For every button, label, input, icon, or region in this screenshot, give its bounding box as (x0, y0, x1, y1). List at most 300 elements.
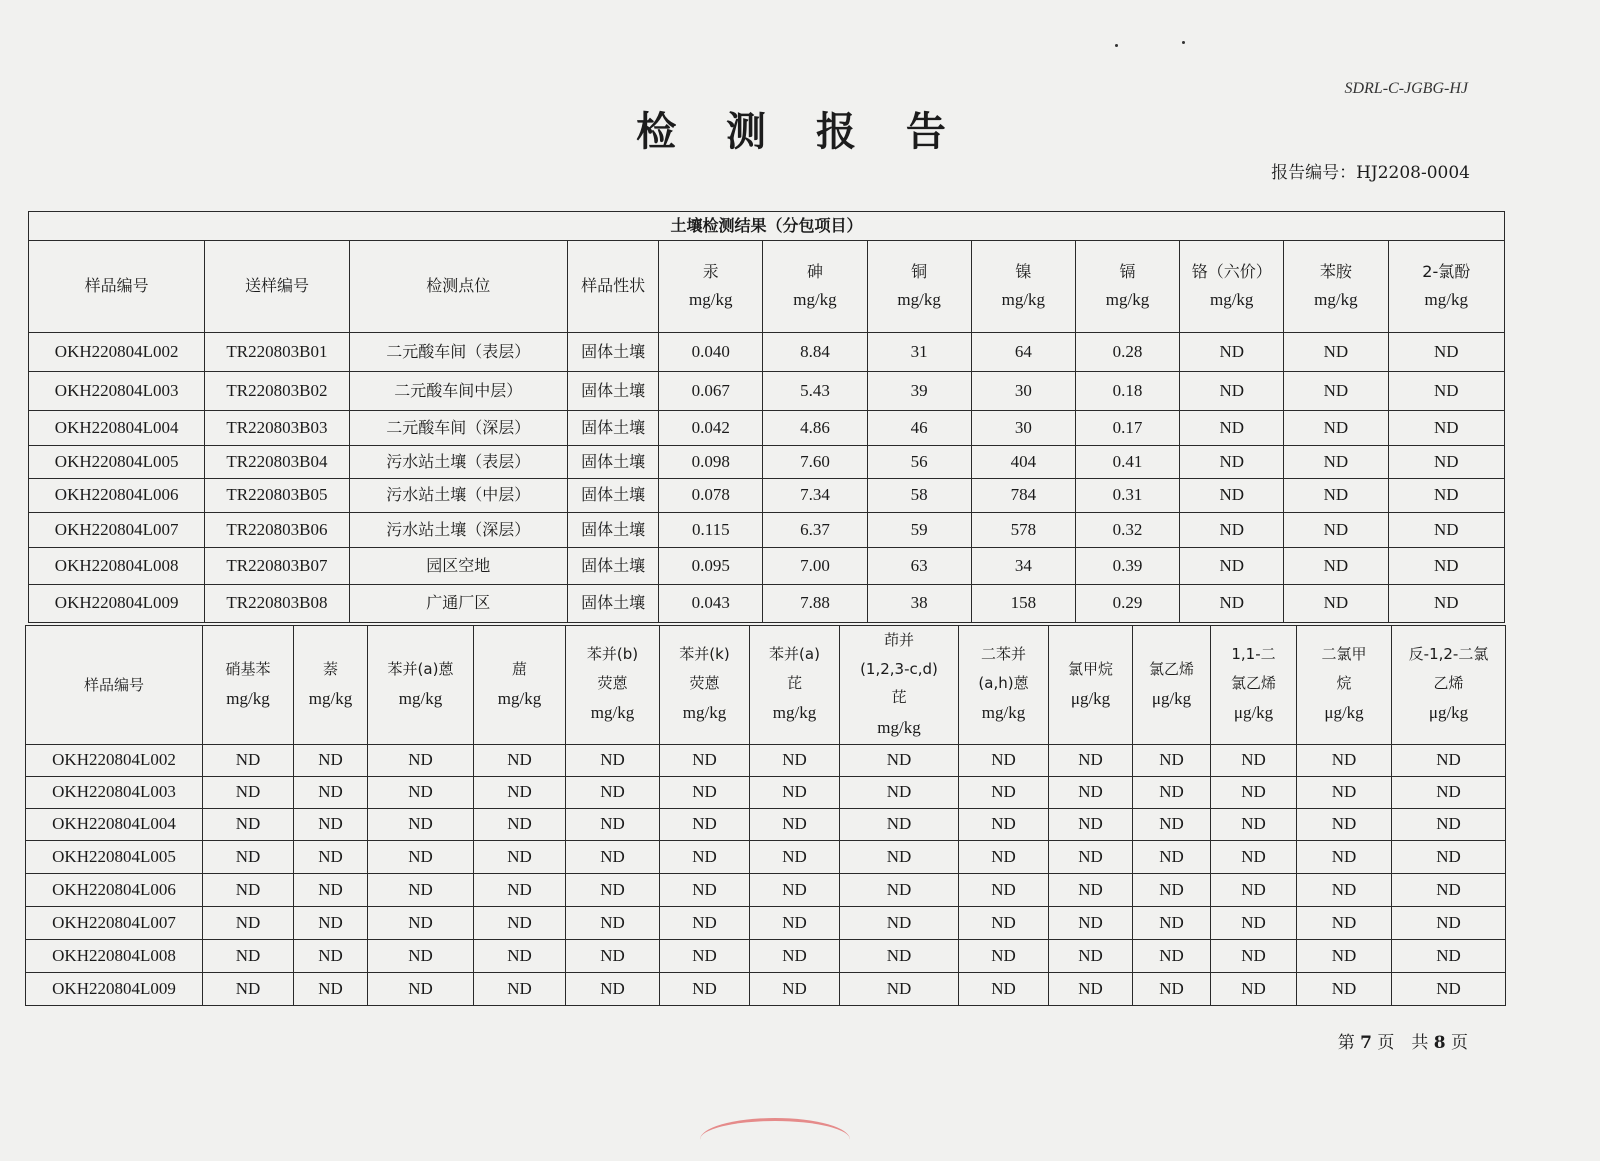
table-cell: ND (203, 939, 294, 972)
column-header-name: 氯甲烷 (1067, 659, 1113, 678)
table-cell: ND (1211, 776, 1297, 808)
table-cell: ND (750, 776, 840, 808)
table-cell: ND (294, 906, 368, 939)
table-cell: 39 (867, 372, 971, 411)
table-cell: ND (1133, 939, 1211, 972)
table-cell: ND (1211, 808, 1297, 840)
table-cell: ND (203, 906, 294, 939)
column-header-unit: μg/kg (1428, 703, 1469, 723)
table-row (26, 972, 1506, 1005)
table-cell: ND (203, 776, 294, 808)
table-cell: ND (750, 808, 840, 840)
table-cell: ND (1211, 873, 1297, 906)
table-cell: ND (1211, 939, 1297, 972)
table-cell: 二元酸车间（深层） (349, 411, 567, 446)
table-cell: TR220803B02 (205, 372, 349, 411)
column-header-name: 镍 (1015, 262, 1032, 282)
table-cell: ND (1284, 585, 1388, 623)
table-cell: ND (474, 776, 566, 808)
table-cell: ND (1133, 873, 1211, 906)
table-cell: ND (368, 906, 474, 939)
column-header-name: 2-氯酚 (1422, 262, 1471, 282)
column-header-unit: μg/kg (1151, 689, 1192, 708)
table-cell: ND (294, 939, 368, 972)
column-header-name: 茚并 (883, 631, 914, 649)
table-cell: TR220803B04 (205, 446, 349, 479)
seal-stamp (700, 1118, 850, 1161)
table-row (29, 333, 1505, 372)
table-cell: ND (294, 840, 368, 873)
column-header (971, 241, 1075, 333)
table-cell: 0.29 (1075, 585, 1179, 623)
table-cell: ND (1284, 548, 1388, 585)
column-header (1049, 626, 1133, 745)
table-cell: ND (660, 972, 750, 1005)
table-cell: TR220803B05 (205, 479, 349, 513)
column-header (1297, 626, 1392, 745)
table-cell: 污水站土壤（深层） (349, 513, 567, 548)
table-cell: OKH220804L002 (26, 744, 203, 776)
table-cell: ND (1180, 411, 1284, 446)
column-header (474, 626, 566, 745)
table-cell: ND (1388, 479, 1505, 513)
table-cell: 固体土壤 (568, 411, 659, 446)
column-header-name: 镉 (1119, 262, 1136, 282)
column-header-name: 荧蒽 (689, 673, 720, 692)
column-header-name: (1,2,3-c,d) (860, 659, 938, 678)
table-cell: ND (1388, 548, 1505, 585)
scan-speck (1182, 41, 1185, 44)
table-cell: ND (474, 939, 566, 972)
table-cell: ND (203, 808, 294, 840)
soil-results-table-continued (25, 625, 1506, 1006)
table-cell: ND (566, 873, 660, 906)
table-cell: ND (1392, 972, 1506, 1005)
column-header-name: 砷 (806, 262, 823, 282)
table-cell: ND (1297, 744, 1392, 776)
column-header-unit: mg/kg (981, 703, 1026, 723)
column-header (29, 241, 205, 333)
table-row (26, 939, 1506, 972)
table-cell: ND (1297, 808, 1392, 840)
table-cell: 31 (867, 333, 971, 372)
column-header (1133, 626, 1211, 745)
column-header (840, 626, 959, 745)
table-row (29, 548, 1505, 585)
table-cell: ND (1049, 873, 1133, 906)
column-header-unit: mg/kg (682, 703, 727, 723)
column-header-name: (a,h)蒽 (978, 673, 1029, 692)
table-row (29, 411, 1505, 446)
column-header-name: 苯并(a)蒽 (387, 659, 454, 678)
table-cell: 0.098 (659, 446, 763, 479)
table-cell: ND (959, 776, 1049, 808)
table-cell: ND (1180, 585, 1284, 623)
table-cell: ND (1388, 585, 1505, 623)
column-header (660, 626, 750, 745)
table-cell: ND (1392, 873, 1506, 906)
column-header-name: 萘 (322, 659, 338, 678)
table-row (29, 585, 1505, 623)
table-cell: ND (959, 906, 1049, 939)
column-header-name: 苯并(b) (586, 645, 639, 664)
table-cell: ND (474, 906, 566, 939)
column-header-unit: mg/kg (1424, 289, 1468, 309)
table-cell: OKH220804L005 (26, 840, 203, 873)
table-cell: OKH220804L004 (29, 411, 205, 446)
table-cell: ND (1388, 411, 1505, 446)
column-header (1075, 241, 1179, 333)
table-cell: ND (959, 873, 1049, 906)
table-cell: ND (840, 906, 959, 939)
column-header-name: 样品编号 (83, 675, 144, 694)
table-cell: ND (959, 808, 1049, 840)
table-cell: 578 (971, 513, 1075, 548)
table-cell: ND (1049, 939, 1133, 972)
table-cell: 固体土壤 (568, 585, 659, 623)
table-cell: ND (959, 972, 1049, 1005)
table-cell: 固体土壤 (568, 333, 659, 372)
table-row (29, 479, 1505, 513)
table-cell: ND (1388, 446, 1505, 479)
table-cell: 30 (971, 411, 1075, 446)
table-cell: ND (1180, 372, 1284, 411)
table-cell: 0.115 (659, 513, 763, 548)
column-header-name: 送样编号 (244, 276, 309, 296)
table-row (29, 446, 1505, 479)
table-cell: ND (1297, 873, 1392, 906)
table-cell: 7.60 (763, 446, 867, 479)
table-cell: 6.37 (763, 513, 867, 548)
table-cell: OKH220804L008 (26, 939, 203, 972)
column-header-name: 芘 (891, 688, 907, 706)
table-cell: 0.41 (1075, 446, 1179, 479)
table-cell: ND (750, 744, 840, 776)
table-cell: 8.84 (763, 333, 867, 372)
table-cell: ND (1211, 840, 1297, 873)
table-cell: ND (1297, 939, 1392, 972)
table-cell: ND (840, 808, 959, 840)
page-prefix: 第 (1337, 1033, 1355, 1053)
table-cell: 56 (867, 446, 971, 479)
page-suffix: 页 (1451, 1033, 1468, 1053)
column-header-unit: mg/kg (497, 689, 542, 708)
table-cell: ND (1388, 372, 1505, 411)
table-cell: 园区空地 (349, 548, 567, 585)
table-cell: 38 (867, 585, 971, 623)
table-cell: ND (1392, 744, 1506, 776)
column-header (349, 241, 567, 333)
table-cell: ND (474, 840, 566, 873)
page-title: 检 测 报 告 (636, 109, 964, 155)
column-header-name: 样品性状 (581, 276, 646, 296)
table-cell: ND (1049, 972, 1133, 1005)
table-cell: ND (660, 808, 750, 840)
table-cell: ND (1133, 840, 1211, 873)
table-row (26, 906, 1506, 939)
column-header-unit: μg/kg (1233, 703, 1274, 723)
table-cell: 0.17 (1075, 411, 1179, 446)
table-cell: ND (368, 873, 474, 906)
table-cell: ND (368, 840, 474, 873)
column-header-name: 二苯并 (980, 645, 1026, 664)
table-cell: ND (368, 744, 474, 776)
table-cell: ND (1180, 513, 1284, 548)
table-cell: OKH220804L003 (26, 776, 203, 808)
table-cell: OKH220804L008 (29, 548, 205, 585)
table-cell: ND (474, 972, 566, 1005)
table-cell: 二元酸车间（表层） (349, 333, 567, 372)
table-cell: OKH220804L006 (26, 873, 203, 906)
table-cell: ND (368, 808, 474, 840)
document-code: SDRL-C-JGBG-HJ (1344, 80, 1468, 97)
table-cell: TR220803B08 (205, 585, 349, 623)
column-header (867, 241, 971, 333)
table-cell: ND (1284, 411, 1388, 446)
table-cell: ND (294, 808, 368, 840)
table-cell: ND (1180, 548, 1284, 585)
table-cell: 158 (971, 585, 1075, 623)
table-cell: ND (1049, 776, 1133, 808)
column-header-unit: mg/kg (1001, 289, 1046, 309)
table-cell: TR220803B06 (205, 513, 349, 548)
table-cell: 污水站土壤（表层） (349, 446, 567, 479)
column-header-name: 氯乙烯 (1148, 659, 1194, 678)
table-cell: ND (660, 939, 750, 972)
column-header-name: 铜 (911, 262, 928, 282)
table-caption: 土壤检测结果（分包项目） (29, 212, 1505, 241)
table-row (26, 744, 1506, 776)
table-cell: 30 (971, 372, 1075, 411)
column-header (294, 626, 368, 745)
column-header-name: 二氯甲 (1321, 645, 1367, 664)
column-header-unit: mg/kg (689, 289, 733, 309)
table-cell: OKH220804L002 (29, 333, 205, 372)
table-cell: ND (1392, 906, 1506, 939)
table-cell: 0.31 (1075, 479, 1179, 513)
column-header (750, 626, 840, 745)
table-cell: 固体土壤 (568, 446, 659, 479)
table-cell: ND (1284, 333, 1388, 372)
report-number: 报告编号：HJ2208-0004 (1271, 163, 1470, 183)
table-cell: ND (1211, 972, 1297, 1005)
table-cell: 63 (867, 548, 971, 585)
table-cell: ND (566, 840, 660, 873)
table-cell: ND (750, 840, 840, 873)
table-cell: OKH220804L003 (29, 372, 205, 411)
table-cell: ND (1180, 479, 1284, 513)
table-cell: 784 (971, 479, 1075, 513)
table-cell: ND (1297, 776, 1392, 808)
table-cell: 污水站土壤（中层） (349, 479, 567, 513)
page-current: 7 (1360, 1033, 1372, 1053)
table-cell: 二元酸车间中层） (349, 372, 567, 411)
table-cell: 59 (867, 513, 971, 548)
column-header (203, 626, 294, 745)
table-cell: ND (660, 840, 750, 873)
column-header-name: 荧蒽 (597, 673, 628, 692)
table-cell: ND (566, 776, 660, 808)
column-header (1388, 241, 1505, 333)
table-cell: ND (750, 972, 840, 1005)
table-cell: ND (660, 906, 750, 939)
table-cell: ND (566, 906, 660, 939)
table-cell: 0.067 (659, 372, 763, 411)
column-header-unit: mg/kg (308, 689, 353, 708)
table-cell: ND (750, 906, 840, 939)
column-header-name: 1,1-二 (1231, 645, 1276, 664)
column-header (568, 241, 659, 333)
column-header-unit: mg/kg (897, 289, 941, 309)
table-row (26, 776, 1506, 808)
table-cell: 固体土壤 (568, 479, 659, 513)
column-header (763, 241, 867, 333)
table-cell: ND (1133, 972, 1211, 1005)
table-cell: OKH220804L009 (29, 585, 205, 623)
table-cell: ND (474, 873, 566, 906)
table-cell: ND (959, 939, 1049, 972)
table-cell: ND (566, 939, 660, 972)
table-cell: ND (840, 939, 959, 972)
column-header (205, 241, 349, 333)
column-header-unit: mg/kg (590, 703, 635, 723)
table-cell: ND (1049, 840, 1133, 873)
column-header-unit: mg/kg (877, 717, 921, 737)
table-cell: ND (1284, 479, 1388, 513)
table-cell: ND (959, 840, 1049, 873)
table-cell: ND (203, 744, 294, 776)
table-cell: 0.39 (1075, 548, 1179, 585)
table-caption-row (29, 212, 1505, 241)
table-cell: ND (1388, 333, 1505, 372)
table-cell: ND (660, 744, 750, 776)
table-cell: ND (840, 776, 959, 808)
table-cell: 广通厂区 (349, 585, 567, 623)
column-header-unit: mg/kg (398, 689, 443, 708)
column-header-name: 苯并(k) (679, 645, 730, 664)
column-header-unit: μg/kg (1070, 689, 1111, 708)
table-cell: ND (840, 840, 959, 873)
table-cell: OKH220804L004 (26, 808, 203, 840)
table-cell: ND (566, 744, 660, 776)
table-cell: ND (1133, 776, 1211, 808)
table-row (29, 513, 1505, 548)
table-cell: ND (294, 972, 368, 1005)
table-cell: 0.095 (659, 548, 763, 585)
column-header (1180, 241, 1284, 333)
scan-speck (1115, 44, 1118, 47)
column-header-unit: mg/kg (226, 689, 270, 708)
table-cell: TR220803B01 (205, 333, 349, 372)
table-cell: ND (1133, 744, 1211, 776)
column-header (566, 626, 660, 745)
table-cell: TR220803B07 (205, 548, 349, 585)
page-total: 8 (1433, 1033, 1446, 1053)
table-cell: ND (1049, 808, 1133, 840)
soil-results-table (28, 211, 1505, 623)
table-cell: ND (1133, 906, 1211, 939)
column-header-name: 䓛 (511, 659, 527, 678)
table-cell: 0.043 (659, 585, 763, 623)
table-cell: 0.042 (659, 411, 763, 446)
page-number (1338, 1028, 1468, 1053)
table-cell: ND (1297, 840, 1392, 873)
table-cell: ND (1392, 776, 1506, 808)
table-cell: ND (294, 873, 368, 906)
table-cell: 4.86 (763, 411, 867, 446)
column-header-name: 样品编号 (84, 276, 149, 296)
column-header (1284, 241, 1388, 333)
table-cell: ND (1211, 744, 1297, 776)
column-header-name: 氯乙烯 (1230, 673, 1276, 692)
table-cell: ND (840, 744, 959, 776)
column-header (1211, 626, 1297, 745)
table-cell: 0.040 (659, 333, 763, 372)
table-cell: ND (474, 744, 566, 776)
table-cell: ND (660, 873, 750, 906)
table-cell: ND (368, 776, 474, 808)
table-cell: 404 (971, 446, 1075, 479)
column-header-name: 汞 (702, 262, 719, 282)
column-header-name: 检测点位 (426, 276, 491, 296)
table-cell: ND (1297, 906, 1392, 939)
table-cell: ND (1049, 744, 1133, 776)
table-cell: 0.078 (659, 479, 763, 513)
table-cell: 7.00 (763, 548, 867, 585)
column-header (959, 626, 1049, 745)
table-cell: 0.18 (1075, 372, 1179, 411)
column-header-name: 烷 (1336, 673, 1352, 692)
table-cell: ND (203, 840, 294, 873)
table-cell: 0.28 (1075, 333, 1179, 372)
table-cell: OKH220804L005 (29, 446, 205, 479)
column-header-name: 反-1,2-二氯 (1408, 645, 1489, 664)
table-cell: ND (750, 939, 840, 972)
table-cell: ND (203, 873, 294, 906)
table-cell: TR220803B03 (205, 411, 349, 446)
table-cell: OKH220804L007 (29, 513, 205, 548)
column-header-unit: mg/kg (793, 289, 837, 309)
column-header (26, 626, 203, 745)
column-header-unit: mg/kg (772, 703, 817, 723)
table-cell: 7.88 (763, 585, 867, 623)
column-header-unit: mg/kg (1314, 289, 1358, 309)
table-cell: ND (840, 873, 959, 906)
column-header (1392, 626, 1506, 745)
column-header-name: 芘 (786, 673, 802, 692)
table-cell: ND (1049, 906, 1133, 939)
header-row (26, 626, 1506, 745)
table-cell: ND (750, 873, 840, 906)
column-header-unit: μg/kg (1324, 703, 1364, 723)
table-cell: ND (1392, 939, 1506, 972)
table-cell: 58 (867, 479, 971, 513)
table-cell: 46 (867, 411, 971, 446)
page-mid: 页 共 (1377, 1033, 1429, 1053)
table-cell: ND (368, 939, 474, 972)
table-cell: OKH220804L009 (26, 972, 203, 1005)
column-header-name: 苯胺 (1319, 262, 1352, 282)
table-cell: ND (1284, 513, 1388, 548)
table-cell: 固体土壤 (568, 372, 659, 411)
table-cell: ND (294, 744, 368, 776)
table-cell: ND (959, 744, 1049, 776)
table-cell: 0.32 (1075, 513, 1179, 548)
column-header-name: 乙烯 (1433, 673, 1464, 692)
table-cell: 7.34 (763, 479, 867, 513)
table-cell: 34 (971, 548, 1075, 585)
table-cell: ND (840, 972, 959, 1005)
